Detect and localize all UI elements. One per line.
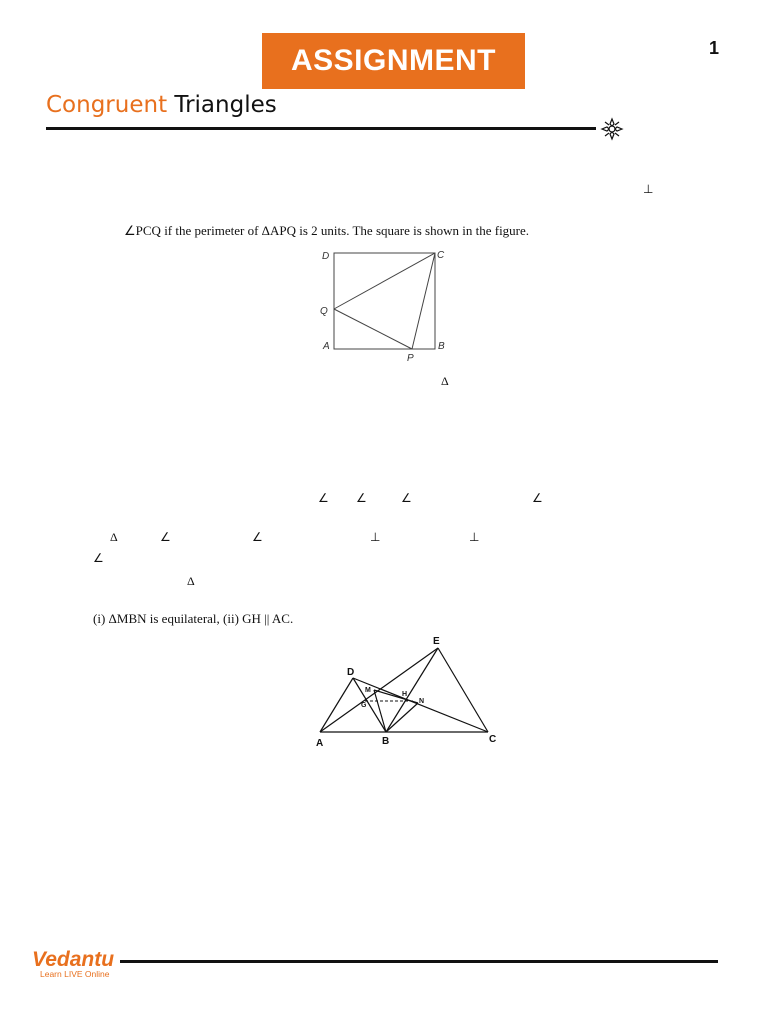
- angle-symbol: ∠: [93, 551, 104, 565]
- angle-symbol: ∠: [318, 491, 329, 505]
- footer-rule: [120, 960, 718, 963]
- label-b: B: [382, 736, 390, 747]
- perp-symbol: ⊥: [370, 530, 381, 544]
- label-b: B: [438, 341, 445, 352]
- triangles-figure: [310, 632, 510, 750]
- segment-qp: [334, 309, 412, 349]
- segment-ad: [320, 678, 353, 732]
- segment-ec: [438, 648, 488, 732]
- ornament-icon: [600, 117, 624, 141]
- label-g: G: [361, 702, 367, 709]
- square-figure: [316, 246, 456, 364]
- segment-be: [386, 648, 438, 732]
- label-h: H: [402, 691, 408, 698]
- footer-tagline: Learn LIVE Online: [40, 969, 110, 979]
- title-rest: Triangles: [167, 92, 277, 118]
- title-accent: Congruent: [46, 92, 168, 118]
- label-c: C: [437, 250, 445, 261]
- label-e: E: [433, 636, 440, 647]
- angle-symbol: ∠: [532, 491, 543, 505]
- label-a: A: [316, 738, 324, 749]
- title-rule: [46, 127, 596, 130]
- segment-mb: [374, 690, 386, 732]
- label-m: M: [365, 687, 371, 694]
- angle-symbol: ∠: [252, 530, 263, 544]
- problem-text-pcq: ∠PCQ if the perimeter of ΔAPQ is 2 units. The square is shown in the figure.: [124, 223, 530, 238]
- perp-symbol: ⊥: [469, 530, 480, 544]
- angle-symbol: ∠: [160, 530, 171, 544]
- label-n: N: [419, 698, 425, 705]
- segment-pc: [412, 253, 435, 349]
- delta-symbol: Δ: [110, 530, 118, 544]
- delta-symbol: Δ: [187, 574, 195, 588]
- label-d: D: [322, 251, 330, 262]
- segment-bn: [386, 703, 418, 732]
- page-title: [46, 92, 277, 118]
- problem-text-mbn: (i) ΔMBN is equilateral, (ii) GH || AC.: [93, 611, 294, 626]
- segment-qc: [334, 253, 435, 309]
- label-p: P: [407, 353, 414, 364]
- label-c: C: [489, 734, 497, 745]
- label-d: D: [347, 667, 355, 678]
- angle-symbol: ∠: [401, 491, 412, 505]
- label-q: Q: [320, 306, 328, 317]
- perp-symbol: ⊥: [643, 182, 654, 196]
- segment-dc: [353, 678, 488, 732]
- brand-name: Vedantu: [32, 948, 115, 971]
- delta-symbol: Δ: [441, 374, 449, 388]
- label-a: A: [323, 341, 330, 352]
- page-number: 1: [709, 38, 720, 58]
- angle-symbol: ∠: [356, 491, 367, 505]
- assignment-banner: ASSIGNMENT: [262, 33, 525, 89]
